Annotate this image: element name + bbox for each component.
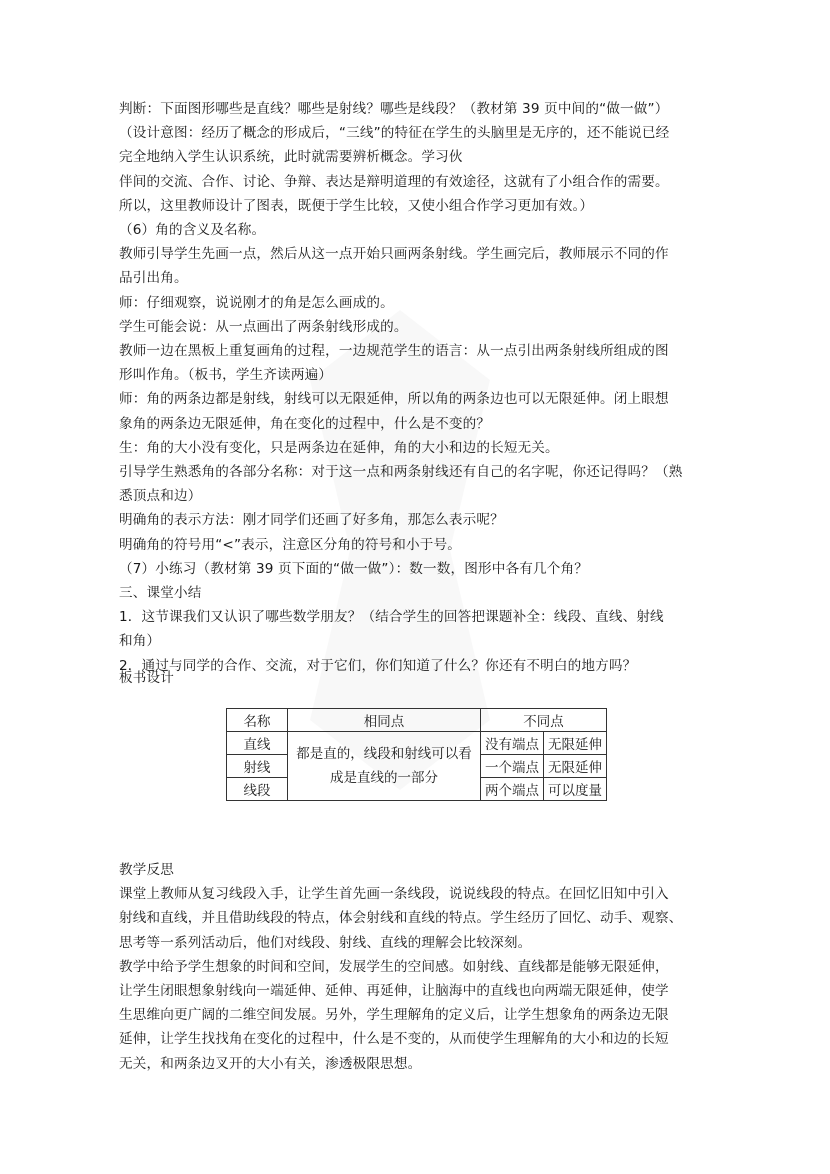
row-endpoints: 两个端点 bbox=[481, 778, 544, 801]
header-common: 相同点 bbox=[288, 709, 481, 732]
table-header-row bbox=[227, 709, 607, 732]
text-line: 师：角的两条边都是射线，射线可以无限延伸，所以角的两条边也可以无限延伸。闭上眼想 bbox=[119, 391, 669, 408]
text-line: 判断：下面图形哪些是直线？哪些是射线？哪些是线段？（教材第 39 页中间的“做一做”） bbox=[119, 101, 669, 117]
text-line: 明确角的符号用“<”表示，注意区分角的符号和小于号。 bbox=[119, 536, 462, 553]
text-line: 教师引导学生先画一点，然后从这一点开始只画两条射线。学生画完后，教师展示不同的作 bbox=[119, 246, 669, 263]
row-extend: 可以度量 bbox=[544, 778, 607, 801]
text-line: 延伸，让学生找找角在变化的过程中，什么是不变的，从而使学生理解角的大小和边的长短 bbox=[119, 1031, 669, 1048]
text-line: 明确角的表示方法：刚才同学们还画了好多角，那怎么表示呢？ bbox=[119, 512, 504, 529]
text-line: 课堂上教师从复习线段入手，让学生首先画一条线段，说说线段的特点。在回忆旧知中引入 bbox=[119, 886, 669, 903]
text-line: 生：角的大小没有变化，只是两条边在延伸，角的大小和边的长短无关。 bbox=[119, 439, 559, 456]
text-line: 学生可能会说：从一点画出了两条射线形成的。 bbox=[119, 318, 408, 335]
table-row bbox=[227, 732, 607, 755]
text-line: 1．这节课我们又认识了哪些数学朋友？（结合学生的回答把课题补全：线段、直线、射线 bbox=[119, 609, 664, 626]
text-line: 教师一边在黑板上重复画角的过程，一边规范学生的语言：从一点引出两条射线所组成的图 bbox=[119, 343, 669, 360]
row-endpoints: 没有端点 bbox=[481, 732, 544, 755]
text-line: 象角的两条边无限延伸，角在变化的过程中，什么是不变的？ bbox=[119, 415, 491, 432]
row-name: 直线 bbox=[227, 732, 288, 755]
header-name: 名称 bbox=[227, 709, 288, 732]
row-extend: 无限延伸 bbox=[544, 732, 607, 755]
text-line: 和角） bbox=[119, 633, 161, 650]
text-line: 生思维向更广阔的二维空间发展。另外，学生理解角的定义后，让学生想象角的两条边无限 bbox=[119, 1007, 669, 1024]
board-design-title bbox=[119, 666, 719, 690]
text-line: 形叫作角。（板书，学生齐读两遍） bbox=[119, 367, 333, 384]
text-line: （6）角的含义及名称。 bbox=[119, 222, 266, 239]
text-line: 完全地纳入学生认识系统，此时就需要辨析概念。学习伙 bbox=[119, 149, 463, 166]
row-endpoints: 一个端点 bbox=[481, 755, 544, 778]
text-line: （设计意图：经历了概念的形成后，“三线”的特征在学生的头脑里是无序的，还不能说已经 bbox=[119, 125, 670, 142]
lesson-body bbox=[119, 97, 719, 678]
common-cell: 都是直的，线段和射线可以看成是直线的一部分 bbox=[288, 732, 481, 801]
row-name: 线段 bbox=[227, 778, 288, 801]
text-line: 思考等一系列活动后，他们对线段、射线、直线的理解会比较深刻。 bbox=[119, 934, 532, 951]
text-line: 引导学生熟悉角的各部分名称：对于这一点和两条射线还有自己的名字呢，你还记得吗？（熟 bbox=[119, 464, 683, 481]
row-name: 射线 bbox=[227, 755, 288, 778]
text-line: 品引出角。 bbox=[119, 270, 188, 287]
section-heading: 三、课堂小结 bbox=[119, 585, 202, 602]
reflection-title: 教学反思 bbox=[119, 862, 174, 878]
text-line: 让学生闭眼想象射线向一端延伸、延伸、再延伸，让脑海中的直线也向两端无限延伸，使学 bbox=[119, 983, 669, 1000]
reflection-section bbox=[119, 858, 719, 1076]
text-line: （7）小练习（教材第 39 页下面的“做一做”）：数一数，图形中各有几个角？ bbox=[119, 560, 588, 577]
text-line: 射线和直线，并且借助线段的特点，体会射线和直线的特点。学生经历了回忆、动手、观察、 bbox=[119, 910, 683, 927]
board-design-table bbox=[226, 708, 607, 801]
header-diff: 不同点 bbox=[481, 709, 607, 732]
text-line: 伴间的交流、合作、讨论、争辩、表达是辩明道理的有效途径，这就有了小组合作的需要。 bbox=[119, 173, 669, 190]
text-line: 悉顶点和边） bbox=[119, 488, 202, 505]
text-line: 无关，和两条边叉开的大小有关，渗透极限思想。 bbox=[119, 1055, 422, 1072]
row-extend: 无限延伸 bbox=[544, 755, 607, 778]
text-line: 所以，这里教师设计了图表，既便于学生比较，又使小组合作学习更加有效。） bbox=[119, 197, 594, 214]
text-line: 2．通过与同学的合作、交流，对于它们，你们知道了什么？你还有不明白的地方吗？ bbox=[119, 657, 637, 674]
text-line: 师：仔细观察，说说刚才的角是怎么画成的。 bbox=[119, 294, 394, 311]
text-line: 教学中给予学生想象的时间和空间，发展学生的空间感。如射线、直线都是能够无限延伸， bbox=[119, 958, 669, 975]
board-title-text: 板书设计 bbox=[119, 670, 174, 686]
